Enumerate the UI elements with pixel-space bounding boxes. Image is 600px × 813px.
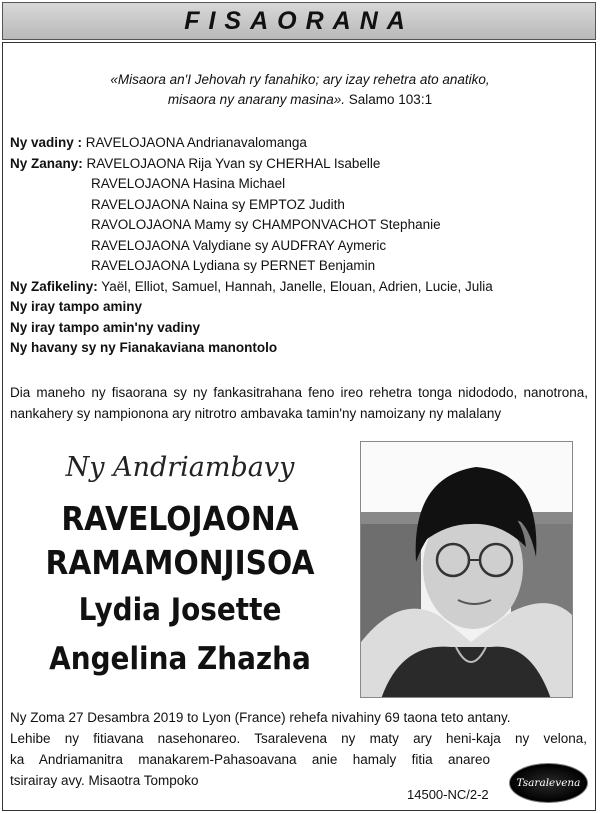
deceased-given-names: Lydia Josette bbox=[78, 592, 282, 628]
spouse-row bbox=[10, 133, 590, 154]
child-name: RAVELOJAONA Naina sy EMPTOZ Judith bbox=[91, 196, 345, 212]
child-name: RAVELOJAONA Rija Yvan sy CHERHAL Isabelle bbox=[82, 155, 381, 171]
child-name: RAVELOJAONA Hasina Michael bbox=[91, 176, 286, 191]
closing-line-1: Ny Zoma 27 Desambra 2019 to Lyon (France) rehefa nivahiny 69 taona teto antany. bbox=[10, 710, 511, 725]
spouse-label: Ny vadiny : bbox=[10, 135, 83, 150]
reference-code: 14500-NC/2-2 bbox=[407, 787, 489, 802]
quote-reference: Salamo 103:1 bbox=[345, 92, 433, 107]
deceased-surname: RAVELOJAONA bbox=[61, 499, 299, 538]
relatives-line: Ny havany sy ny Fianakaviana manontolo bbox=[10, 340, 278, 355]
family-list bbox=[10, 133, 590, 359]
spouse-siblings-line: Ny iray tampo amin'ny vadiny bbox=[10, 319, 201, 335]
closing-line-4: tsirairay avy. Misaotra Tompoko bbox=[10, 773, 199, 788]
closing-line-3: ka Andriamanitra manakarem-Pahasoavana anie hamaly fitia anareo bbox=[10, 752, 490, 767]
child-name: RAVELOJAONA Lydiana sy PERNET Benjamin bbox=[91, 258, 376, 273]
child-name: RAVOLOJAONA Mamy sy CHAMPONVACHOT Stephanie bbox=[91, 217, 441, 232]
quote-line-2: misaora ny anarany masina». bbox=[167, 92, 346, 107]
child-name: RAVELOJAONA Valydiane sy AUDFRAY Aymeric bbox=[91, 237, 387, 253]
quote-line-1: «Misaora an'I Jehovah ry fanahiko; ary izay rehetra ato anatiko, bbox=[110, 72, 490, 87]
title-banner bbox=[2, 2, 596, 40]
tsaralevena-logo bbox=[509, 763, 588, 803]
logo-text: Tsaralevena bbox=[516, 777, 581, 789]
children-row bbox=[10, 154, 590, 175]
grandchildren-row bbox=[10, 277, 590, 298]
deceased-given-names-2: Angelina Zhazha bbox=[49, 641, 311, 677]
grandchildren-label: Ny Zafikeliny: bbox=[10, 278, 98, 294]
honorific: Ny Andriambavy bbox=[65, 452, 295, 483]
spouse-name: RAVELOJAONA Andrianavalomanga bbox=[82, 135, 307, 150]
portrait-photo bbox=[360, 441, 573, 698]
closing-text bbox=[10, 707, 587, 791]
page-title: FISAORANA bbox=[184, 6, 414, 35]
siblings-line: Ny iray tampo aminy bbox=[10, 299, 143, 314]
portrait-image bbox=[361, 442, 573, 698]
thanks-paragraph: Dia maneho ny fisaorana sy ny fankasitrahana feno ireo rehetra tonga nidododo, nanotrona, nankahery sy nampionona ary nitrotro ambavaka tamin'ny namoizany ny malalany bbox=[10, 385, 588, 421]
closing-line-2: Lehibe ny fitiavana nasehonareo. Tsaralevena ny maty ary heni-kaja ny velona, bbox=[10, 731, 587, 746]
grandchildren-names: Yaël, Elliot, Samuel, Hannah, Janelle, Elouan, Adrien, Lucie, Julia bbox=[97, 278, 493, 294]
bible-quote bbox=[0, 70, 600, 110]
deceased-surname-2: RAMAMONJISOA bbox=[45, 543, 315, 582]
children-label: Ny Zanany: bbox=[10, 155, 83, 171]
